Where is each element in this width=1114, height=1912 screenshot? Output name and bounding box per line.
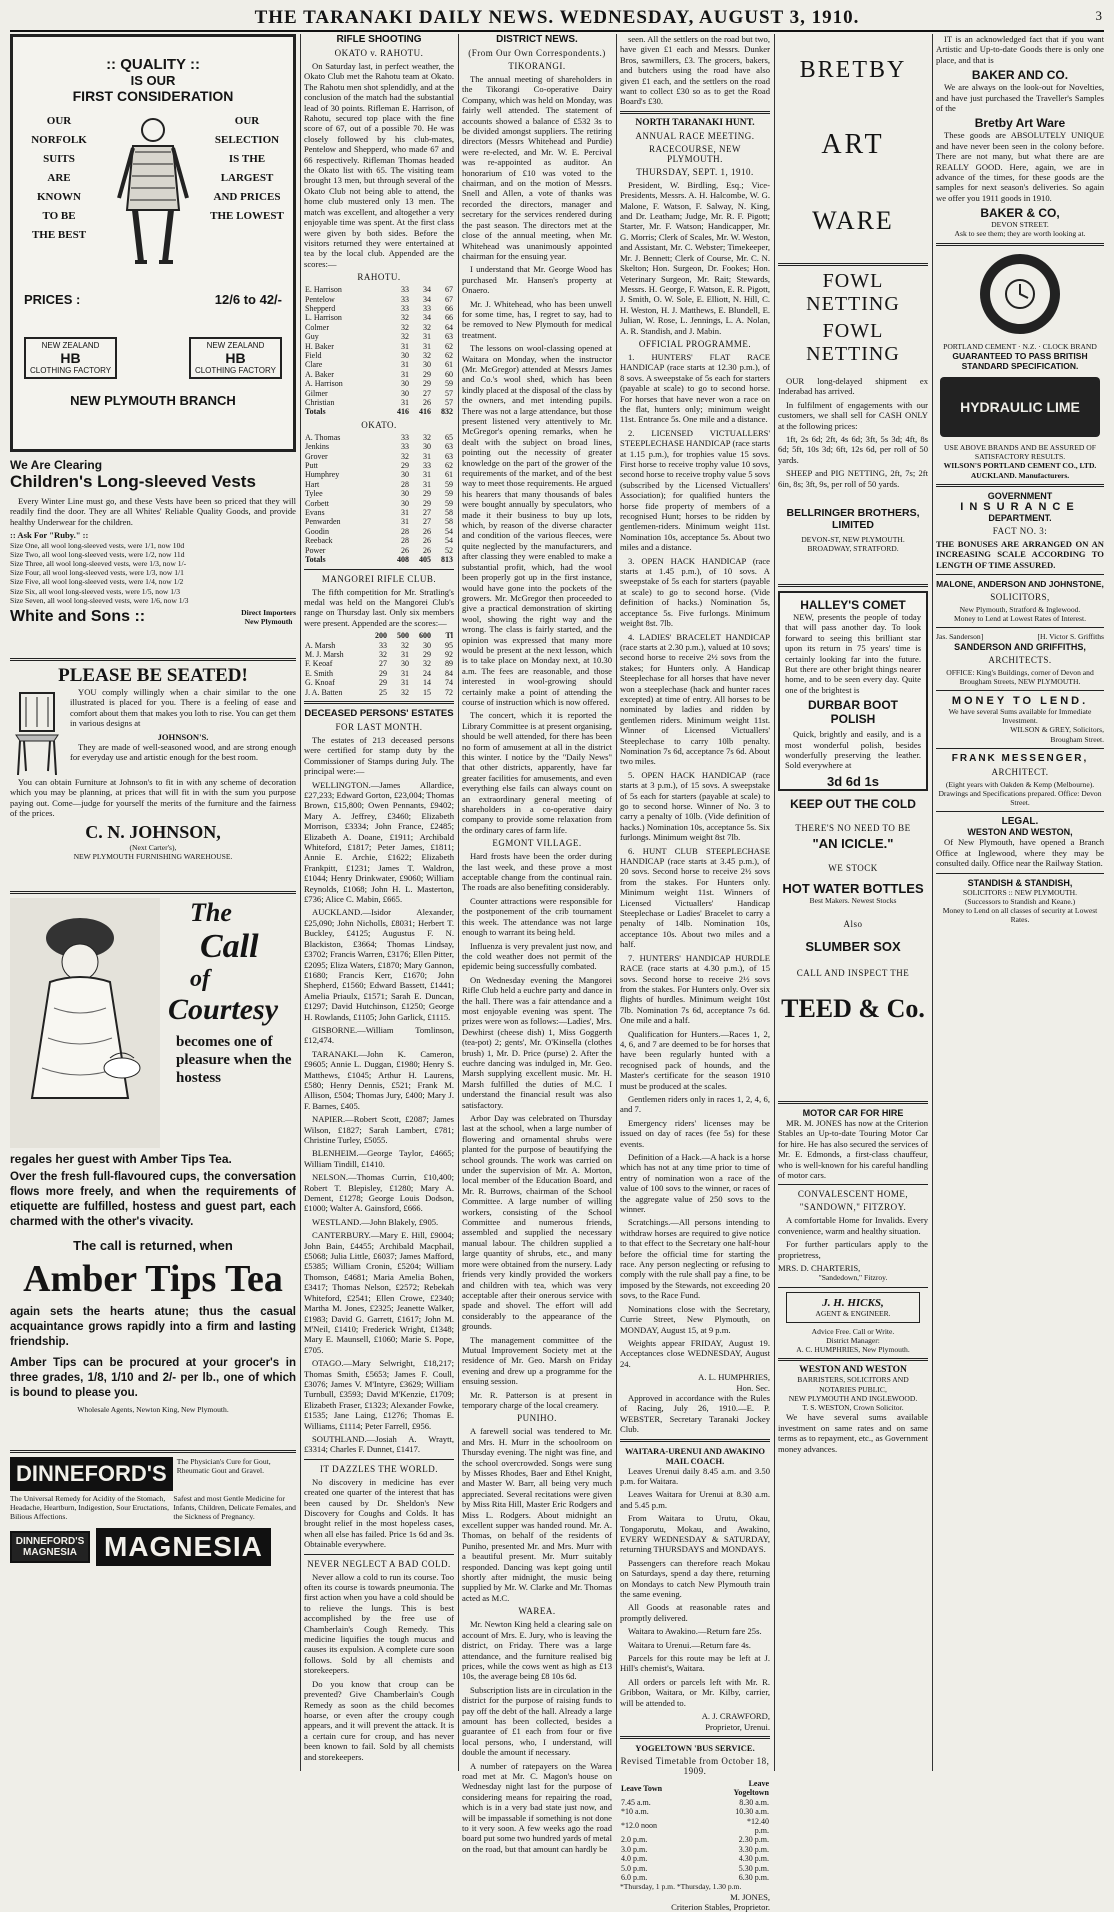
- slumber-sox: SLUMBER SOX: [805, 939, 901, 955]
- news-paragraph: Influenza is very prevalent just now, and the cold weather does not permit of the epidemic being successfully combated.: [462, 940, 612, 972]
- score-row: Penwarden 31 27 58: [305, 517, 453, 527]
- baker-and-co: BAKER AND CO.: [971, 68, 1069, 83]
- score-row: Humphrey 30 31 61: [305, 470, 453, 480]
- score-row: G. Knoaf 29 31 14 74: [305, 678, 453, 688]
- tea-heading-of: of: [190, 966, 210, 992]
- column-district-news: DISTRICT NEWS. (From Our Own Correspondents.) TIKORANGI. The annual meeting of shareholders in the Tikorangi Co-operative Dairy Company, which was held on Monday, was fairly well attended. The statement of accounts showed a balance of £532 3s to be divided amongst suppliers. The retiring directors (Messrs Whitehead and Purdie) were re-elected, and Mr. W. E. Percival was re-appointed as auditor. An honorarium of £10 was voted to the chairman, and on the motion of Messrs. Snell and Allen, a vote of thanks was recorded the directors, manager and secretary for the services rendered during the past season. The directors met at the close of the annual meeting, when Mr. Whitehead was unanimously appointed chairman for the ensuing year. I understand that Mr. George Wood has purchased Mr. Hansen's property at Onaero. Mr. J. Whitehead, who has been unwell for some time, has, I regret to say, had to be removed to New Plymouth for medical treatment. The lessons on wool-classing opened at Waitara on Monday, when the instructor (Mr. McGregor) attended at Messrs James and Co.'s wool shed, which has been kindly placed at the disposal of the class by the owners, and met intending pupils. There was not a large attendance, but those present listened very attentively to Mr. McGregor's opening remarks, when he dealt with the subject on broad lines, pointing out the necessity of greater knowledge on the part of the grower of the requirements of the market, and of the best way to meet those requirements. He argued his hearers that many thousands of bales were bought annually by speculators, who made it their business to buy up lots, which, by reason of the diverse character and condition of the various fleeces, were quite neglected by the manufacturers, and after classing they were enabled to make a substantial profit, which, had the wool been properly got up in the first instance, would have gone into the pockets of the growers. Mr. McGregor then proceeded to give a practical demonstration of skirting wool, showing the right way and the wrong. The class is fairly started, and the opinion was expressed that many more would be present at the next lesson, which is to take place on Monday next, at 10.30 a.m. The fees are reasonable, and those interested in wool-growing should certainly make a point of attending the course of instruction which is now offered. The concert, which it is reported the Library Committee is at present organising, should be well attended, for there has been no form of amusement at all in the district this winter. I notice by the "Daily News" that other districts, apparently, have far greater facilities for amusements, and even everything else fails can always count on an extraordinary general meeting of shareholders in a co-operative dairy company to provide some relaxation from the ordinary cares of farm life. EGMONT VILLAGE. Hard frosts have been the order during the last week, and these prove a most acceptable change from the continual rain. The roads are also benefiting considerably. Counter attractions were responsible for the postponement of the crib tournament this week. The attendance was not large enough to warrant its being held. Influenza is very prevalent just now, and the cold weather does not permit of the epidemic being successfully combated. On Wednesday evening the Mangorei Rifle Club held a euchre party and dance in the hall. There was a fair attendance and a most enjoyable evening was spent. The prizes were won as follows:—Ladies', Mrs. Dewhirst (cheese dish) 1, Miss Goggerth (tea-pot) 2; gents', Mr. O'Kinsella (clothes brush) 1, Mr. D. Price (purse) 2. After the euchre dancing was indulged in, Mr. Geo. Marsh supplying excellent music. Mr. H. Marsh fulfilled the duties of M.C. I understand the financial result was also satisfactory. Arbor Day was celebrated on Thursday last at the school, when a large number of flowering and ornamental shrubs were planted for the purpose of beautifying the school grounds. The work was carried on under the supervision of Mr. A. Morton, local member of the Education Board, and Mr. R. Burrows, chairman of the School Committee. A large number of willing workers, consisting of the School Committee and numerous friends, assembled and supplied the necessary manual labour. The children supplied a large quantity of shrubs, etc., and many more were obtained from the nursery. Lady friends very kindly provided the workers and children with tea, which was very acceptable after their onerous service with spade and shovel. The effort will add considerably to the appearance of the grounds. The management committee of the Mutual Improvement Society met at the residence of Mr. Geo. Marsh on Friday evening and drew up a programme for the ensuing session. Mr. R. Patterson is at present in temporary charge of the local creamery. PUNIHO. A farewell social was tendered to Mr. and Mrs. H. Murr in the schoolroom on Thursday evening. The night was fine, and the school overcrowded. Songs were sung by Misses Rhodes, Baer and Ethel Knight, and Master W. Barr, all being very much appreciated. Several recitations were given by Miss Rita Hill, Master Eric Rodgers and Miss L. Rodgers. About midnight an excellent supper was handed round. Mr. A. Thomas, on behalf of the residents of Puniho, presented Mr. and Mrs. Murr with a beautiful present. Mr. Murr suitably responded. Dancing was kept going until shortly after midnight, the music being supplied by Mr. W. Clarke and Mr. Thomas acted as M.C. WAREA. Mr. Newton King held a clearing sale on account of Mrs. E. Jury, who is leaving the district, on Friday. There was a large attendance, and the furniture realised big prices, while the cows went as high as £13 10s, the average being £8 10s 6d. Subscription lists are in circulation in the district for the purpose of raising funds to pay off the debt of the hall. Already a large amount has been collected, besides a guarantee of £1 each from four or five local persons, who, I understand, will double the amount if necessary. A number of ratepayers on the Warea road met at Mr. C. Magon's house on Wednesday night last for the purpose of considering means for repairing the road, which is in a very bad state just now, and will be impassable if something is not done to it very soon. A few weeks ago the road board put some two hundred yards of metal on the road, but that amount can hardly be: [462, 34, 612, 1854]
- tea-heading-the: The: [190, 898, 232, 927]
- race-rule: Emergency riders' licenses may be issued on day of races (fee 5s) for these events.: [620, 1117, 770, 1149]
- score-row: Field 30 32 62: [305, 350, 453, 360]
- rifle-shooting-heading: RIFLE SHOOTING: [336, 34, 422, 45]
- mangorei-scores-table: [304, 631, 454, 697]
- timetable-row: 5.0 p.m. 5.30 p.m.: [621, 1863, 769, 1873]
- bus-timetable: [620, 1779, 770, 1882]
- score-row: Corbett 30 29 59: [305, 498, 453, 508]
- column-rule: [616, 34, 617, 1771]
- score-row: H. Baker 31 31 62: [305, 341, 453, 351]
- prices-range: 12/6 to 42/-: [214, 292, 282, 307]
- race-event: 4. LADIES' BRACELET HANDICAP (race starts at 2.30 p.m.), valued at 10 sovs; second horse to receive 2½ sovs from the stakes; for Hunters only. A Handicap Steeplechase for all horses that have never won a steeplechase (hack and hunter races excepted) at time of entry. All horses to be nominated by ladies and ridden by gentlemen riders. Minimum weight 11st. Winner of Licensed Victuallers' Steeplechase to carry 10lb penalty. Nomination 7s 6d, acceptance 7s 6d. About two miles.: [620, 631, 770, 767]
- race-rule: Scratchings.—All persons intending to withdraw horses are required to give notice to that effect to the Secretary one half-hour before the official time for starting the race. Any person neglecting or refusing to comply with the rule shall pay a fine, to be imposed by the Stewards, not exceeding 20 sovs, to the Race Fund.: [620, 1217, 770, 1301]
- score-row: Jenkins 33 30 63: [305, 442, 453, 452]
- johnson-name: C. N. JOHNSON,: [85, 821, 221, 842]
- race-rule: Gentlemen riders only in races 1, 2, 4, 6, and 7.: [620, 1093, 770, 1115]
- durbar-polish-ad: HALLEY'S COMET NEW, presents the people of today that will pass another day. To look forward to seeing this brilliant star upon its return in 75 years' time is certainly looking far into the future. But there are other bright things nearer home, and to be seen every day. Quite one of the brightest is DURBAR BOOT POLISH Quick, brightly and easily, and is a most wonderful polish, besides wonderfully preserving the leather. Sold everywhere at 3d 6d 1s: [778, 591, 928, 791]
- quality-tagline: FIRST CONSIDERATION: [72, 88, 234, 104]
- estates-list: [304, 735, 454, 1455]
- news-paragraph: The lessons on wool-classing opened at Waitara on Monday, when the instructor (Mr. McGregor) attended at Messrs James and Co.'s wool shed, which has been kindly placed at the disposal of the class by the owners, and met intending pupils. There was not a large attendance, but those present listened very attentively to Mr. McGregor's opening remarks, when he dealt with the subject on broad lines, pointing out the necessity of greater knowledge on the part of the grower of the requirements of the market, and of the best way to meet those requirements. He argued his hearers that many thousands of bales were bought annually by speculators, who made it their business to buy up lots, which, by reason of the diverse character and condition of the various fleeces, were quite neglected by the manufacturers, and after classing they were enabled to make a substantial profit, which, had the wool been properly got up in the first instance, would have gone into the pockets of the growers. Mr. McGregor then proceeded to give a practical demonstration of skirting wool, showing the right way and the wrong. The class is fairly started, and the opinion was expressed that many more would be present at the next lesson, which is to take place on Monday next, at 10.30 a.m. The fees are reasonable, and those interested in wool-growing should certainly make a point of attending the course of instruction which is now offered.: [462, 343, 612, 707]
- news-paragraph: Mr. J. Whitehead, who has been unwell for some time, has, I regret to say, had to be removed to New Plymouth for medical treatment.: [462, 298, 612, 340]
- tea-heading-call: Call: [200, 928, 259, 965]
- quality-ad: [10, 34, 296, 452]
- news-paragraph: I understand that Mr. George Wood has purchased Mr. Hansen's property at Onaero.: [462, 264, 612, 296]
- score-total-row: Totals 408 405 813: [305, 555, 453, 565]
- column-rule: [774, 34, 775, 1771]
- score-row: Goodin 28 26 54: [305, 526, 453, 536]
- rifle-intro: On Saturday last, in perfect weather, the Okato Club met the Rahotu team at Okato. The Rahotu men shot splendidly, and at the conclusion of the match had the substantial lead of 30 points. Rifleman E. Harrison, of Rahotu, secured top place with the fine score of 67, out of a possible 70. He was closely followed by his club-mates, Pentelow and Shepperd, who made 67 and 66 respectively. Rifleman Thomas headed the Okato list with 65. The visiting team brought 13 men, but through several of the Okato Club not being able to attend, the home club mustered only 13 men. The match was excellent, and altogether a very enjoyable time was spent. At the first class were given by both sides. Before the visitors returned they were entertained at tea by the local club. Appended are the scores:—: [304, 61, 454, 269]
- estate-paragraph: The estates of 213 deceased persons were certified for stamp duty by the Commissioner of Stamps during July. The principal were:—: [304, 734, 454, 777]
- column-races-coaches: seen. All the settlers on the road but two, have given £1 each and Messrs. Dunker Bros, sawmillers, £3. The grocers, bakers, and butchers using the road have also given £1 each, and the settlers on the road want to collect £30 so as to get the Road Board's £30. NORTH TARANAKI HUNT. ANNUAL RACE MEETING. RACECOURSE, NEW PLYMOUTH. THURSDAY, SEPT. 1, 1910. President, W. Birdling, Esq.; Vice-Presidents, Messrs. A. H. Halcombe, W. G. Malone, F. Watson, F. Salway, N. King, and Dr. Leatham; Judge, Mr. R. F. Pigott; Starter, Mr. F. Watson; Handicapper, Mr. G. Morris; Clerk of Scales, Mr. W. Weston, and Assistant, Mr. C. Webster; Timekeeper, Mr. J. Bennett; Clerk of Course, Mr. C. N. Skelton; Hon. Surgeon, Dr. Fookes; Hon. Veterinary Surgeon, Mr. Rait; Stewards, Messrs. H. George, F. Watson, E. R. Pigott, J. Smith, O. W. Sole, E. Elliott, N. Hill, C. H. Weston, H. J. Matthews, E. Blundell, E. Julian, W. Rose, L. Jennings, L. A. Nolan, A. R. Standish, and J. Mabin. OFFICIAL PROGRAMME. 1. HUNTERS' FLAT RACE HANDICAP (race starts at 12.30 p.m.), of 8 sovs. A sweepstake of 5s each for starters (payable at scale) to go to second horse. For horses that have never won a race on the flat, hunters only; minimum weight 11st. Entrance 5s. One mile and a distance. 2. LICENSED VICTUALLERS' STEEPLECHASE HANDICAP (race starts at 1.15 p.m.), for trophies value 15 sovs. First horse to receive trophy value 10 sovs, second horse to receive trophy value 5 sovs (subscribed by the Licensed Victuallers' Association); for qualified hunters the horse fide property of members of a recognised Hunt; horses to be ridden by gentlemen-riders. Minimum weight 11st. Nomination 10s, acceptance 5s. About two miles and a distance. 3. OPEN HACK HANDICAP (race starts at 1.45 p.m.), of 10 sovs. A sweepstake of 5s each for starters (payable at scale) to go to second horse. (Vide definition of hacks.) Nomination 5s, acceptance 5s. Five furlongs. Minimum weight 8st. 7lb. 4. LADIES' BRACELET HANDICAP (race starts at 2.30 p.m.), valued at 10 sovs; second horse to receive 2½ sovs from the stakes; for Hunters only. A Handicap Steeplechase for all horses that have never won a steeplechase (hack and hunter races excepted) at time of entry. All horses to be nominated by ladies and ridden by gentlemen riders. Minimum weight 11st. Winner of Licensed Victuallers' Steeplechase to carry 10lb penalty. Nomination 7s 6d, acceptance 7s 6d. About two miles. 5. OPEN HACK HANDICAP (race starts at 3 p.m.), of 15 sovs. A sweepstake of 5s each for starters (payable at scale) to go to second horse. Winner of No. 3 to carry a penalty of 10lb. (Vide definition of hacks.) Nomination 10s, acceptance 5s. Six furlongs. Minimum weight 8st 7lb. 6. HUNT CLUB STEEPLECHASE HANDICAP (race starts at 3.45 p.m.), of 20 sovs. Second horse to receive 2½ sovs from the stakes. For Hunters only. Minimum weight 11st. Winners of Licensed Victuallers' Handicap Steeplechase or Ladies' Bracelet to carry a penalty of 14lb. Nomination 10s, acceptance 10s. About two miles and a half. 7. HUNTERS' HANDICAP HURDLE RACE (race starts at 4.30 p.m.), of 15 sovs. Second horse to receive 2½ sovs from the stakes. For Hunters only. Over six flights of hurdles. Minimum weight 10st 7lb. Nomination 7s 6d, acceptance 7s 6d. One mile and a half. Qualification for Hunters.—Races 1, 2, 4, 6, and 7 are deemed to be for horses that have been regularly hunted with a recognised pack of hounds, and the Master's certificate for the season 1910 must be produced at the scales. Gentlemen riders only in races 1, 2, 4, 6, and 7. Emergency riders' licenses may be issued on day of races (fee 5s) for these events. Definition of a Hack.—A hack is a horse which has not at any time prior to time of entry of nomination won a race of the value of 100 sovs to the winner, or races of the aggregate value of 250 sovs to the winner. Scratchings.—All persons intending to withdraw horses are required to give notice to that effect to the Secretary one half-hour before the official time for starting the race. Any person neglecting or refusing to comply with the rule shall pay a fine, to be imposed by the Stewards, not exceeding 20 sovs, to the Race Fund. Nominations close with the Secretary, Currie Street, New Plymouth, on MONDAY, August 15, at 9 p.m. Weights appear FRIDAY, August 19. Acceptances close WEDNESDAY, August 24. A. L. HUMPHRIES, Hon. Sec. Approved in accordance with the Rules of Racing, July 26, 1910.—E. P. WEBSTER, Secretary Taranaki Jockey Club. WAITARA-URENUI AND AWAKINO MAIL COACH. Leaves Urenui daily 8.45 a.m. and 3.50 p.m. for Waitara. Leaves Waitara for Urenui at 8.30 a.m. and 5.45 p.m. From Waitara to Urutu, Okau, Tongaporutu, Mokau, and Awakino, EVERY WEDNESDAY & SATURDAY, returning THURSDAYS and MONDAYS. Passengers can therefore reach Mokau on Saturdays, spend a day there, returning on Mondays to catch New Plymouth train the same evening. All Goods at reasonable rates and promptly delivered. Waitara to Awakino.—Return fare 25s. Waitara to Urenui.—Return fare 4s. Parcels for this route may be left at J. Hill's chemist's, Waitara. All orders or parcels left with Mr. R. Gribbon, Waitara, or Mr. Kilby, carrier, will be attended to. A. J. CRAWFORD, Proprietor, Urenui. YOGELTOWN 'BUS SERVICE. Revised Timetable from October 18, 1909. Leave Town Leave Yogeltown 7.45 a.m. 8.30 a.m. *10 a.m. 10.30 a.m. *12.0 noon *12.40 p.m. 2.0 p.m. 2.30 p.m. 3.0 p.m. 3.30 p.m. 4.0 p.m. 4.30 p.m. 5.0 p.m. 5.30 p.m. 6.0 p.m. 6.30 p.m. *Thursday, 1 p.m. *Thursday, 1.30 p.m. M. JONES, Criterion Stables, Proprietor.: [620, 34, 770, 1912]
- column-far-right: IT is an acknowledged fact that if you want Artistic and Up-to-date Goods there is only one place, and that is BAKER AND CO. We are always on the look-out for Novelties, and have just purchased the Traveller's Samples of the Bretby Art Ware These goods are ABSOLUTELY UNIQUE and have never been seen in the colony before. There are not many, but what there are are REALLY GOOD. Here, again, we are in advance of the times, for these goods are the samples for next season's deliveries. So again we offer you 1911 goods in 1910. BAKER & CO, DEVON STREET. Ask to see them; they are worth looking at. PORTLAND CEMENT · N.Z. · CLOCK BRAND GUARANTEED TO PASS BRITISH STANDARD SPECIFICATION. HYDRAULIC LIME USE ABOVE BRANDS AND BE ASSURED OF SATISFACTORY RESULTS. WILSON'S PORTLAND CEMENT CO., LTD. AUCKLAND. Manufacturers. GOVERNMENT INSURANCE DEPARTMENT. FACT NO. 3: THE BONUSES ARE ARRANGED ON AN INCREASING SCALE ACCORDING TO LENGTH OF TIME ASSURED. MALONE, ANDERSON AND JOHNSTONE, SOLICITORS, New Plymouth, Stratford & Inglewood. Money to Lend at Lowest Rates of Interest. Jas. Sanderson] [H. Victor S. Griffiths SANDERSON AND GRIFFITHS, ARCHITECTS. OFFICE: King's Buildings, corner of Devon and Brougham Streets, NEW PLYMOUTH. MONEY TO LEND. We have several Sums available for Immediate Investment. WILSON & GREY, Solicitors, Brougham Street. FRANK MESSENGER, ARCHITECT. (Eight years with Oakden & Kemp (Melbourne). Drawings and Specifications prepared. Office: Devon Street. LEGAL. WESTON AND WESTON, Of New Plymouth, have opened a Branch Office at Inglewood, where they may be consulted daily. Office near the Railway Station. STANDISH & STANDISH, SOLICITORS :: NEW PLYMOUTH. (Successors to Standish and Keane.) Money to Lend on all classes of security at Lowest Rates.: [936, 34, 1104, 925]
- race-event: 3. OPEN HACK HANDICAP (race starts at 1.45 p.m.), of 10 sovs. A sweepstake of 5s each for starters (payable at scale) to go to second horse. (Vide definition of hacks.) Nomination 5s, acceptance 5s. Five furlongs. Minimum weight 8st. 7lb.: [620, 555, 770, 629]
- race-rule: Weights appear FRIDAY, August 19. Acceptances close WEDNESDAY, August 24.: [620, 1337, 770, 1369]
- estate-paragraph: WELLINGTON.—James Allardice, £27,233; Edward Gorton, £23,004; Thomas Brown, £15,800; Owen Pennants, £9402; Mary A. Jeffrey, £3460; Elizabeth Morrison, £3334; John France, £2485; Elizabeth A. Doane, £1911; Archibald Whiteford, £1817; Peter James, £1811; Annie E. Archie, £1622; Elizabeth Frankpitt, £1231; James T. Waldron, £1044; Henry Drinkwater, £9060; William Reynolds, £1068; John H. L. Masterton, £736; Alice C. Mabin, £665.: [304, 779, 454, 905]
- score-total-row: Totals 416 416 832: [305, 407, 453, 417]
- score-row: E. Harrison 33 34 67: [305, 285, 453, 295]
- column-rule: [458, 34, 459, 1771]
- hb-logo: NEW ZEALAND HB CLOTHING FACTORY: [24, 337, 117, 379]
- timetable-row: 4.0 p.m. 4.30 p.m.: [621, 1854, 769, 1864]
- race-rule: Qualification for Hunters.—Races 1, 2, 4, 6, and 7 are deemed to be for horses that have been regularly hunted with a recognised pack of hounds, and the Master's certificate for the season 1910 must be produced at the scales.: [620, 1028, 770, 1091]
- score-row: Christian 31 26 57: [305, 398, 453, 407]
- score-row: Guy 32 31 63: [305, 332, 453, 342]
- news-paragraph: Mr. Newton King held a clearing sale on account of Mrs. E. Jury, who is leaving the district, on Friday. There was a large attendance, and the furniture realised big prices, while the cows went as high as £13 10s, the average being £8 10s 6d.: [462, 1619, 612, 1682]
- halleys-comet-heading: HALLEY'S COMET: [800, 598, 906, 612]
- score-header-row: 200 500 600 Tl: [375, 631, 453, 641]
- district-news-heading: DISTRICT NEWS.: [496, 34, 578, 45]
- race-rule: Nominations close with the Secretary, Currie Street, New Plymouth, on MONDAY, August 15, at 9 p.m.: [620, 1303, 770, 1335]
- teed-co-ad: KEEP OUT THE COLD THERE'S NO NEED TO BE "AN ICICLE." WE STOCK HOT WATER BOTTLES Best Makers. Newest Stocks Also SLUMBER SOX CALL AND INSPECT THE TEED & Co.: [778, 797, 928, 1097]
- score-row: Grover 32 31 63: [305, 451, 453, 461]
- newspaper-title: THE TARANAKI DAILY NEWS. WEDNESDAY, AUGUST 3, 1910.: [254, 7, 860, 28]
- timetable-row: 7.45 a.m. 8.30 a.m.: [621, 1797, 769, 1807]
- tikorangi-heading: TIKORANGI.: [508, 61, 566, 71]
- timetable-row: *10 a.m. 10.30 a.m.: [621, 1807, 769, 1817]
- fowl-netting-title: FOWL NETTING: [806, 270, 900, 315]
- puniho-heading: PUNIHO.: [517, 1413, 557, 1424]
- news-paragraph: Hard frosts have been the order during the last week, and these prove a most acceptable change from the continual rain. The roads are also benefiting considerably.: [462, 851, 612, 893]
- estate-paragraph: NELSON.—Thomas Currin, £10,400; Robert T. Blepisley, £1280; Mary A. Dement, £1278; George Louis Dodson, £1000; Walter A. Gainsford, £666.: [304, 1172, 454, 1214]
- please-be-seated: PLEASE BE SEATED!: [58, 665, 248, 686]
- prices-label: PRICES :: [24, 292, 81, 307]
- vests-body: Every Winter Line must go, and these Vests have been so priced that they will readily find the door. They are all Whites' Reliable Quality Goods, and provide healthy Underwear for the children.: [10, 496, 296, 527]
- coach-line: From Waitara to Urutu, Okau, Tongaporutu, Mokau, and Awakino, EVERY WEDNESDAY & SATURDAY, returning THURSDAYS and MONDAYS.: [620, 1513, 770, 1555]
- hot-water-bottles: HOT WATER BOTTLES: [782, 881, 924, 896]
- news-paragraph: On Wednesday evening the Mangorei Rifle Club held a euchre party and dance in the hall. There was a fair attendance and a most enjoyable evening was spent. The prizes were won as follows:—Ladies', Mrs. Dewhirst (cheese dish) 1, Miss Goggerth (tea-pot) 2; gents', Mr. O'Kinsella (clothes brush) 1, Mr. D. Price (purse) 2. After the euchre dancing was indulged in, Mr. Geo. Marsh supplying excellent music. Mr. H. Marsh fulfilled the duties of M.C. I understand the financial result was also satisfactory.: [462, 974, 612, 1110]
- hostess-pouring-tea-illustration: [10, 898, 160, 1148]
- hunt-heading: NORTH TARANAKI HUNT.: [635, 117, 755, 128]
- dinnefords-name: DINNEFORD'S: [10, 1457, 173, 1491]
- score-row: A. Marsh 33 32 30 95: [305, 640, 453, 650]
- masthead: [10, 6, 1104, 32]
- news-paragraph: Mr. R. Patterson is at present in temporary charge of the local creamery.: [462, 1389, 612, 1410]
- okato-scores-table: [304, 433, 454, 565]
- score-row: Tylee 30 29 59: [305, 489, 453, 499]
- score-row: Putt 29 33 62: [305, 461, 453, 471]
- branch-name: NEW PLYMOUTH BRANCH: [70, 393, 236, 408]
- coach-line: All orders or parcels left with Mr. R. Gribbon, Waitara, or Mr. Kilby, carrier, will be attended to.: [620, 1676, 770, 1708]
- vests-ad: We Are Clearing Children's Long-sleeved Vests Every Winter Line must go, and these Vests have been so priced that they will readily find the door. They are all Whites' Reliable Quality Goods, and provide healthy Underwear for the children. :: Ask For "Ruby." :: Size One, all wool long-sleeved vests, were 1/1, now 10d Size Two, all wool long-sleeved vests, were 1/2, now 11d Size Three, all wool long-sleeved vests, were 1/3, now 1/- Size Four, all wool long-sleeved vests, were 1/3, now 1/1 Size Five, all wool long-sleeved vests, were 1/4, now 1/2 Size Six, all wool long-sleeved vests, were 1/5, now 1/3 Size Seven, all wool long-sleeved vests, were 1/6, now 1/3 White and Sons :: Direct Importers New Plymouth: [10, 458, 296, 627]
- bellringer-brothers: BELLRINGER BROTHERS, LIMITED: [786, 507, 920, 532]
- fowl-netting-ad: FOWL NETTING FOWL NETTING OUR long-delayed shipment ex Inderabad has arrived. In fulfilment of engagements with our customers, we shall sell for CASH ONLY at the following prices: 1ft, 2s 6d; 2ft, 4s 6d; 3ft, 5s 3d; 4ft, 8s 6d; 5ft, 10s 3d; 6ft, 12s 6d, per roll of 50 yards. SHEEP and PIG NETTING, 2ft, 7s; 2ft 6in, 8s; 3ft, 9s, per roll of 50 yards. BELLRINGER BROTHERS, LIMITED DEVON-ST, NEW PLYMOUTH. BROADWAY, STRATFORD.: [778, 270, 928, 554]
- coach-line: Waitara to Urenui.—Return fare 4s.: [628, 1639, 751, 1650]
- column-rule: [300, 34, 301, 1771]
- dinnefords-ad: DINNEFORD'S The Physician's Cure for Gout, Rheumatic Gout and Gravel. The Universal Remedy for Acidity of the Stomach, Headache, Heartburn, Indigestion, Sour Eructations, Bilious Affections. Safest and most Gentle Medicine for Infants, Children, Delicate Females, and the Sickness of Pregnancy. DINNEFORD'S MAGNESIA MAGNESIA: [10, 1457, 296, 1647]
- coach-line: Leaves Waitara for Urenui at 8.30 a.m. and 5.45 p.m.: [620, 1489, 770, 1510]
- score-row: Reeback 28 26 54: [305, 536, 453, 546]
- vest-size-list: Size One, all wool long-sleeved vests, were 1/1, now 10d Size Two, all wool long-sleeved vests, were 1/2, now 11d Size Three, all wool long-sleeved vests, were 1/3, now 1/- Size Four, all wool long-sleeved vests, were 1/3, now 1/1 Size Five, all wool long-sleeved vests, were 1/4, now 1/2 Size Six, all wool long-sleeved vests, were 1/5, now 1/3 Size Seven, all wool long-sleeved vests, were 1/6, now 1/3: [10, 540, 189, 605]
- rahotu-scores-table: [304, 285, 454, 417]
- news-paragraph: The concert, which it is reported the Library Committee is at present organising, should be well attended, for there has been no form of amusement at all in the district this winter. I notice by the "Daily News" that other districts, apparently, have far greater facilities for amusements, and even everything else fails can always count on an extraordinary general meeting of shareholders in a co-operative dairy company to provide some relaxation from the ordinary cares of farm life.: [462, 710, 612, 835]
- vests-title: Children's Long-sleeved Vests: [10, 472, 256, 491]
- news-paragraph: Subscription lists are in circulation in the district for the purpose of raising funds to pay off the debt of the hall. Already a large amount has been collected, besides a guarantee of £1 each from four or five local persons, who, I understand, will double the amount if necessary.: [462, 1684, 612, 1758]
- news-paragraph: A number of ratepayers on the Warea road met at Mr. C. Magon's house on Wednesday night last for the purpose of considering means for repairing the road, which is in a very bad state just now, and will be impassable if something is not done to it very soon. A few weeks ago the road board put some two hundred yards of metal on the road, but that amount can hardly be: [462, 1760, 612, 1854]
- news-paragraph: Counter attractions were responsible for the postponement of the crib tournament this week. The attendance was not large enough to warrant its being held.: [462, 895, 612, 938]
- magnesia-title: MAGNESIA: [96, 1528, 271, 1566]
- estate-paragraph: WESTLAND.—John Blakely, £905.: [312, 1216, 439, 1227]
- teed-co-name: TEED & Co.: [781, 994, 925, 1024]
- score-row: A. Harrison 30 29 59: [305, 379, 453, 389]
- coach-line: Waitara to Awakino.—Return fare 25s.: [628, 1626, 762, 1637]
- timetable-row: *12.0 noon *12.40 p.m.: [621, 1816, 769, 1835]
- estate-paragraph: SOUTHLAND.—Josiah A. Wraytt, £3314; Charles F. Dunnet, £1417.: [304, 1433, 454, 1455]
- score-row: F. Keoaf 27 30 32 89: [305, 659, 453, 669]
- score-row: L. Harrison 32 34 66: [305, 313, 453, 323]
- hb-logo: NEW ZEALAND HB CLOTHING FACTORY: [189, 337, 282, 379]
- race-event: 7. HUNTERS' HANDICAP HURDLE RACE (race starts at 4.30 p.m.), of 15 sovs. Second horse to receive 2½ sovs from the stakes. For Hunters only. Over six flights of hurdles. Minimum weight 10st 7lb. Nomination 7s 6d, acceptance 7s 6d. One mile and a half.: [620, 952, 770, 1026]
- ask-for-ruby: :: Ask For "Ruby." ::: [10, 530, 89, 541]
- score-row: Pentelow 33 34 67: [305, 294, 453, 304]
- news-paragraph: A farewell social was tendered to Mr. and Mrs. H. Murr in the schoolroom on Thursday evening. The night was fine, and the school overcrowded. Songs were sung by Misses Rhodes, Baer and Ethel Knight, and Master W. Barr, all being very much appreciated. Several recitations were given by Miss Rita Hill, Master Eric Rodgers and Miss L. Rodgers. About midnight an excellent supper was handed round. Mr. A. Thomas, on behalf of the residents of Puniho, presented Mr. and Mrs. Murr with a beautiful present. Mr. Murr suitably responded. Dancing was kept going until shortly after midnight, the music being supplied by Mr. W. Clarke and Mr. Thomas acted as M.C.: [462, 1426, 612, 1603]
- coach-line: All Goods at reasonable rates and promptly delivered.: [620, 1602, 770, 1623]
- score-row: Hart 28 31 59: [305, 479, 453, 489]
- score-row: Shepperd 33 33 66: [305, 303, 453, 313]
- tea-heading-courtesy: Courtesy: [168, 993, 279, 1026]
- column-ads-right: BRETBY ART WARE FOWL NETTING FOWL NETTING OUR long-delayed shipment ex Inderabad has arrived. In fulfilment of engagements with our customers, we shall sell for CASH ONLY at the following prices: 1ft, 2s 6d; 2ft, 4s 6d; 3ft, 5s 3d; 4ft, 8s 6d; 5ft, 10s 3d; 6ft, 12s 6d, per roll of 50 yards. SHEEP and PIG NETTING, 2ft, 7s; 2ft 6in, 8s; 3ft, 9s, per roll of 50 yards. BELLRINGER BROTHERS, LIMITED DEVON-ST, NEW PLYMOUTH. BROADWAY, STRATFORD. HALLEY'S COMET NEW, presents the people of today that will pass another day. To look forward to seeing this brilliant star upon its return in 75 years' time is certainly looking far into the future. But there are other bright things nearer home, and to be seen every day. Quite one of the brightest is DURBAR BOOT POLISH Quick, brightly and easily, and is a most wonderful polish, besides wonderfully preserving the leather. Sold everywhere at 3d 6d 1s KEEP OUT THE COLD THERE'S NO NEED TO BE "AN ICICLE." WE STOCK HOT WATER BOTTLES Best Makers. Newest Stocks Also SLUMBER SOX CALL AND INSPECT THE TEED & Co. MOTOR CAR FOR HIRE MR. M. JONES has now at the Criterion Stables an Up-to-date Touring Motor Car for hire. He has also secured the services of Mr. E. Edmonds, a first-class chauffeur, who is well-known for his careful handling of motor cars. CONVALESCENT HOME, "SANDOWN," FITZROY. A comfortable Home for Invalids. Every convenience, warm and healthy situation. For further particulars apply to the proprietress, MRS. D. CHARTERIS, "Sandedown," Fitzroy. J. H. HICKS, AGENT & ENGINEER. Advice Free. Call or Write. District Manager: A. C. HUMPHRIES, New Plymouth. WESTON AND WESTON BARRISTERS, SOLICITORS AND NOTARIES PUBLIC, NEW PLYMOUTH AND INGLEWOOD. T. S. WESTON, Crown Solicitor. We have several sums available investment on same rates and on same terms as to repayment, etc., as Government money advances.: [778, 34, 928, 1771]
- bretby-art-ware-ad: BRETBY ART WARE: [799, 56, 907, 236]
- convalescent-home: CONVALESCENT HOME,: [797, 1189, 909, 1200]
- estate-paragraph: TARANAKI.—John K. Cameron, £9605; Annie L. Duggan, £1980; Henry S. Matthews, £1045; Arthur H. Laurens, £580; Henry Dennis, £521; Frank M. Allison, £504; Thomas Jury, £400; Mary J. F. Barnes, £405.: [304, 1048, 454, 1111]
- magnesia-bottle-label: DINNEFORD'S MAGNESIA: [10, 1531, 90, 1563]
- score-row: Clare 31 30 61: [305, 360, 453, 370]
- estate-paragraph: NAPIER.—Robert Scott, £2087; James Wilson, £1827; Sarah Lambert, £781; Christine Turley, £5055.: [304, 1114, 454, 1145]
- coach-line: Leaves Urenui daily 8.45 a.m. and 3.50 p.m. for Waitara.: [620, 1465, 770, 1486]
- amber-tips-tea-brand: Amber Tips Tea: [23, 1258, 283, 1300]
- timetable-row: 2.0 p.m. 2.30 p.m.: [621, 1835, 769, 1845]
- coach-line: Parcels for this route may be left at J. Hill's chemist's, Waitara.: [620, 1653, 770, 1674]
- score-row: A. Thomas 33 32 65: [305, 432, 453, 442]
- timetable-row: 3.0 p.m. 3.30 p.m.: [621, 1844, 769, 1854]
- vests-kicker: We Are Clearing: [10, 458, 103, 472]
- estates-heading: DECEASED PERSONS' ESTATES: [304, 707, 454, 719]
- news-paragraph: Arbor Day was celebrated on Thursday last at the school, when a large number of flowering and ornamental shrubs were planted for the purpose of beautifying the school grounds. The work was carried on under the supervision of Mr. A. Morton, local member of the Education Board, and Mr. R. Burrows, chairman of the School Committee. A large number of willing workers, consisting of the School Committee and numerous friends, assembled and supplied the necessary manual labour. The children supplied a large quantity of shrubs, etc., and many more were obtained from the nursery. Lady friends very kindly provided the workers and children with tea, which was very acceptable after their onerous service with spade and shovel. The effort will add considerably to the appearance of the grounds.: [462, 1113, 612, 1332]
- race-event: 1. HUNTERS' FLAT RACE HANDICAP (race starts at 12.30 p.m.), of 8 sovs. A sweepstake of 5s each for starters (payable at scale) to go to second horse. For horses that have never won a race on the flat, hunters only; minimum weight 11st. Entrance 5s. One mile and a distance.: [620, 351, 770, 425]
- wilson-seal-legend: PORTLAND CEMENT · N.Z. · CLOCK BRAND: [943, 341, 1097, 351]
- estate-paragraph: GISBORNE.—William Tomlinson, £12,474.: [304, 1024, 454, 1046]
- score-row: Colmer 32 32 64: [305, 322, 453, 332]
- estate-paragraph: AUCKLAND.—Isidor Alexander, £25,090; John Nicholls, £8031; Herbert T. Buckley, £4125; Augustus F. N. Blackiston, £3664; Thomas Lindsay, £3702; Francis Warren, £3176; Ellen Pitter, £2095; Eliza Waters, £1870; Mary Gannon, £1680; Francis Kerr, £1670; John Shepherd, £1560; Edward Bassett, £1441; Amelia Priaulx, £1571; Sarah E. Duncan, £1297; David Hutchinson, £1250; George H. Rowlands, £1105; John Garlick, £1115.: [304, 907, 454, 1022]
- page-number: 3: [1095, 8, 1102, 23]
- quality-heading: :: QUALITY ::: [106, 56, 200, 73]
- race-programme: [620, 352, 770, 1026]
- column-rule: [932, 34, 933, 1771]
- white-and-sons: White and Sons ::: [10, 608, 146, 626]
- estate-paragraph: CANTERBURY.—Mary E. Hill, £9004; John Bain, £4455; Archibald Macphail, £5068; Julia Little, £6037; James Mafford, £5385; William Cronin, £5204; William Thomson, £4681; Maria Amelia Bohen, £3417; Thomas Nelson, £2572; Rebekah Whiteford, £2541; Ellen Crowe, £2340; Martha M. Jones, £2325; Jeanette Walker, £1983; David G. Garrett, £1617; John M. M'Neil, £1410; Frederick Wright, £1348; Mary E. Maunsell, £1060; Marie S. Pope, £705.: [304, 1230, 454, 1355]
- durbar-boot-polish: DURBAR BOOT POLISH: [808, 698, 898, 727]
- quality-subheading: IS OUR: [130, 73, 176, 88]
- column-left-ads: [10, 34, 296, 1771]
- johnson-furniture-ad: PLEASE BE SEATED! YOU comply willingly when a chair similar to the one illustrated is placed for you. There is a feeling of ease and comfort about them that makes you loth to rise. You can get them in various designs at JOHNSON'S. They are made of well-seasoned wood, and are strong enough for everyday use and artistic enough for the best room. You can obtain Furniture at Johnson's to fit in with any scheme of decoration which you may be planning, at prices that will fit in with the sum you purpose paying out. Come—judge for yourself the merits of the furniture and the fairness of the prices. C. N. JOHNSON, (Next Carter's), NEW PLYMOUTH FURNISHING WAREHOUSE.: [10, 665, 296, 861]
- news-paragraph: The annual meeting of shareholders in the Tikorangi Co-operative Dairy Company, which was held on Monday, was fairly well attended. The statement of accounts showed a balance of £532 3s to be divided amongst suppliers. The retiring directors (Messrs Whitehead and Purdie) were re-elected, and Mr. W. E. Percival was re-appointed as auditor. An honorarium of £10 was voted to the chairman, and on the motion of Messrs. Snell and Allen, a vote of thanks was recorded the directors, manager and secretary for the services rendered during the past season. The directors met at the close of the annual meeting, when Mr. Whitehead was unanimously appointed chairman for the ensuing year.: [462, 74, 612, 261]
- selection-text: OUR SELECTION IS THE LARGEST AND PRICES THE LOWEST: [210, 115, 284, 222]
- warea-heading: WAREA.: [518, 1606, 556, 1617]
- mail-coach-heading: WAITARA-URENUI AND AWAKINO MAIL COACH.: [624, 1445, 766, 1466]
- amber-tips-tea-ad: The Call of Courtesy becomes one of pleasure when the hostess regales her guest with Amber Tips Tea. Over the fresh full-flavoured cups, the conversation flows more freely, and when the requirements of etiquette are fulfilled, hostess and guest part, each charmed with the other's vivacity. The call is returned, when Amber Tips Tea again sets the hearts atune; thus the casual acquaintance grows rapidly into a firm and lasting friendship. Amber Tips can be procured at your grocer's in three grades, 1/8, 1/10 and 2/- per lb., one of which is bound to please you. Wholesale Agents, Newton King, New Plymouth.: [10, 898, 296, 1414]
- timetable-row: 6.0 p.m. 6.30 p.m.: [621, 1872, 769, 1882]
- yogeltown-bus-heading: YOGELTOWN 'BUS SERVICE.: [635, 1742, 755, 1753]
- hicks-engineer-ad: J. H. HICKS, AGENT & ENGINEER.: [786, 1292, 920, 1323]
- chair-illustration: [10, 687, 64, 777]
- score-row: Power 26 26 52: [305, 545, 453, 555]
- egmont-heading: EGMONT VILLAGE.: [492, 838, 582, 849]
- score-row: Gilmer 30 27 57: [305, 388, 453, 398]
- score-row: M. J. Marsh 32 31 29 92: [305, 649, 453, 659]
- estate-paragraph: BLENHEIM.—George Taylor, £4665; William Tindill, £1410.: [304, 1148, 454, 1169]
- score-row: Evans 31 27 58: [305, 508, 453, 518]
- timetable-header-row: Leave Town Leave Yogeltown: [621, 1778, 769, 1798]
- score-row: J. A. Batten 25 32 15 72: [305, 687, 453, 697]
- race-event: 2. LICENSED VICTUALLERS' STEEPLECHASE HANDICAP (race starts at 1.15 p.m.), for trophies value 15 sovs. First horse to receive trophy value 10 sovs, second horse to receive trophy value 5 sovs (subscribed by the Licensed Victuallers' Association); for qualified hunters the horse fide property of members of a recognised Hunt; horses to be ridden by gentlemen-riders. Minimum weight 11st. Nomination 10s, acceptance 5s. About two miles and a distance.: [620, 427, 770, 553]
- score-row: A. Baker 31 29 60: [305, 369, 453, 379]
- news-paragraph: The management committee of the Mutual Improvement Society met at the residence of Mr. Geo. Marsh on Friday evening and drew up a programme for the ensuing session.: [462, 1334, 612, 1387]
- boy-suit-illustration: [103, 112, 203, 282]
- race-event: 6. HUNT CLUB STEEPLECHASE HANDICAP (race starts at 3.45 p.m.), of 20 sovs. Second horse to receive 2½ sovs from the stakes. For Hunters only. Minimum weight 11st. Winners of Licensed Victuallers' Handicap Steeplechase or Ladies' Bracelet to carry a penalty of 14lb. Nomination 10s, acceptance 10s. About two miles and a half.: [620, 845, 770, 950]
- score-row: E. Smith 29 31 24 84: [305, 668, 453, 678]
- norfolk-suits-text: OUR NORFOLK SUITS ARE KNOWN TO BE THE BEST: [31, 115, 87, 241]
- wilson-cement-seal-icon: [936, 250, 1104, 338]
- estate-paragraph: OTAGO.—Mary Selwright, £18,217; Thomas Smith, £5653; James F. Coull, £3076; James V. M'Intyre, £3629; William Turnbull, £3593; David M'Kenzie, £1709; Elizabeth Fraser, £1323; Alexander Fowke, £1535; Jane Laing, £1276; Thomas E. Williams, £1114; Peter Farrell, £956.: [304, 1358, 454, 1431]
- coach-line: Passengers can therefore reach Mokau on Saturdays, spend a day there, returning on Mondays to catch New Plymouth train the same evening.: [620, 1557, 770, 1600]
- race-event: 5. OPEN HACK HANDICAP (race starts at 3 p.m.), of 15 sovs. A sweepstake of 5s each for starters (payable at scale) to go to second horse. Winner of No. 3 to carry a penalty of 10lb. (Vide definition of hacks.) Nomination 10s, acceptance 5s. Six furlongs. Minimum weight 8st 7lb.: [620, 769, 770, 843]
- hydraulic-lime-logo: HYDRAULIC LIME: [940, 377, 1100, 437]
- column-rifle-estates: RIFLE SHOOTING OKATO v. RAHOTU. On Saturday last, in perfect weather, the Okato Club met the Rahotu team at Okato. The Rahotu men shot splendidly, and at the conclusion of the match had the substantial lead of 30 points. Rifleman E. Harrison, of Rahotu, secured top place with the fine score of 67, out of a possible 70. He was closely followed by his club-mates, Pentelow and Shepperd, who made 67 and 66 respectively. Rifleman Thomas headed the Okato list with 65. The visiting team brought 13 men, but through several of the Okato Club not being able to attend, the home club mustered only 13 men. The match was excellent, and altogether a very enjoyable time was spent. At the first class were given by both sides. Before the visitors returned they were entertained at tea by the local club. Appended are the scores:— RAHOTU. E. Harrison 33 34 67 Pentelow 33 34 67 Shepperd 33 33 66 L. Harrison 32 34 66 Colmer 32 32 64 Guy 32 31 63 H. Baker 31 31 62 Field 30 32 62 Clare 31 30 61 A. Baker 31 29 60 A. Harrison 30 29 59 Gilmer 30 27 57 Christian 31 26 57 Totals 416 416 832 OKATO. A. Thomas 33 32 65 Jenkins 33 30 63 Grover 32 31 63 Putt 29 33 62 Humphrey 30 31 61 Hart 28 31 59 Tylee 30 29 59 Corbett 30 29 59 Evans 31 27 58 Penwarden 31 27 58 Goodin 28 26 54 Reeback 28 26 54 Power 26 26 52 Totals 408 405 813 MANGOREI RIFLE CLUB. The fifth competition for Mr. Stratling's medal was held on the Mangorei Club's range on Thursday last. Only six members were present. Appended are the scores:— 200 500 600 Tl A. Marsh 33 32 30 95 M. J. Marsh 32 31 29 92 F. Keoaf 27 30 32 89 E. Smith 29 31 24 84 G. Knoaf 29 31 14 74 J. A. Batten 25 32 15 72 DECEASED PERSONS' ESTATES FOR LAST MONTH. The estates of 213 deceased persons were certified for stamp duty by the Commissioner of Stamps during July. The principal were:— WELLINGTON.—James Allardice, £27,233; Edward Gorton, £23,004; Thomas Brown, £15,800; Owen Pennants, £9402; Mary A. Jeffrey, £3460; Elizabeth Morrison, £3334; John France, £2485; Elizabeth A. Doane, £1911; Archibald Whiteford, £1817; Peter James, £1811; Annie E. Archie, £1622; Elizabeth Frankpitt, £1231; James T. Waldron, £1044; Henry Drinkwater, £9060; William Reynolds, £1068; John H. L. Masterton, £736; Alice C. Mabin, £665. AUCKLAND.—Isidor Alexander, £25,090; John Nicholls, £8031; Herbert T. Buckley, £4125; Augustus F. N. Blackiston, £3664; Thomas Lindsay, £3702; Francis Warren, £3176; Ellen Pitter, £2095; Eliza Waters, £1870; Mary Gannon, £1680; Francis Kerr, £1670; John Shepherd, £1560; Edward Bassett, £1441; Amelia Priaulx, £1571; Sarah E. Duncan, £1297; David Hutchinson, £1250; George H. Rowlands, £1105; John Garlick, £1115. GISBORNE.—William Tomlinson, £12,474. TARANAKI.—John K. Cameron, £9605; Annie L. Duggan, £1980; Henry S. Matthews, £1045; Arthur H. Laurens, £580; Henry Dennis, £521; Frank M. Allison, £504; Thomas Jury, £400; Mary J. F. Barnes, £405. NAPIER.—Robert Scott, £2087; James Wilson, £1827; Sarah Lambert, £781; Christine Turley, £5055. BLENHEIM.—George Taylor, £4665; William Tindill, £1410. NELSON.—Thomas Currin, £10,400; Robert T. Blepisley, £1280; Mary A. Dement, £1278; George Louis Dodson, £1000; Walter A. Gainsford, £666. WESTLAND.—John Blakely, £905. CANTERBURY.—Mary E. Hill, £9004; John Bain, £4455; Archibald Macphail, £5068; Julia Little, £6037; James Mafford, £5385; William Cronin, £5204; William Thomson, £4681; Maria Amelia Bohen, £3417; Thomas Nelson, £2572; Rebekah Whiteford, £2541; Ellen Crowe, £2340; Martha M. Jones, £2325; Jeanette Walker, £1983; David G. Garrett, £1617; John M. M'Neil, £1410; Frederick Wright, £1348; Mary E. Maunsell, £1060; Marie S. Pope, £705. OTAGO.—Mary Selwright, £18,217; Thomas Smith, £5653; James F. Coull, £3076; James V. M'Intyre, £3629; William Turnbull, £3593; David M'Kenzie, £1709; Elizabeth Fraser, £1323; Alexander Fowke, £1535; Jane Laing, £1276; Thomas E. Williams, £1114; Peter Farrell, £956. SOUTHLAND.—Josiah A. Wraytt, £3314; Charles F. Dunnet, £1417. IT DAZZLES THE WORLD. No discovery in medicine has ever created one quarter of the interest that has been caused by Dr. Sheldon's New Discovery for Coughs and Colds. It has brought relief in the most hopeless cases, when all else has failed. Price 1s 6d and 3s. Obtainable everywhere. NEVER NEGLECT A BAD COLD. Never allow a cold to run its course. Too often its course is towards pneumonia. The first action when you have a cold should be to relieve the lungs. This is best accomplished by the free use of Chamberlain's Cough Remedy. This medicine liquifies the tough mucus and causes its expulsion. A complete cure soon follows. Sold by all chemists and storekeepers. Do you know that croup can be prevented? Give Chamberlain's Cough Remedy as soon as the child becomes hoarse, or even after the croupy cough appears, and it will prevent the attack. It is a certain cure for croup, and has never been known to fail. Sold by all chemists and storekeepers.: [304, 34, 454, 1762]
- race-rule: Definition of a Hack.—A hack is a horse which has not at any time prior to time of entry of nomination won a race of the value of 100 sovs to the winner, or races of the aggregate value of 250 sovs to the winner.: [620, 1152, 770, 1215]
